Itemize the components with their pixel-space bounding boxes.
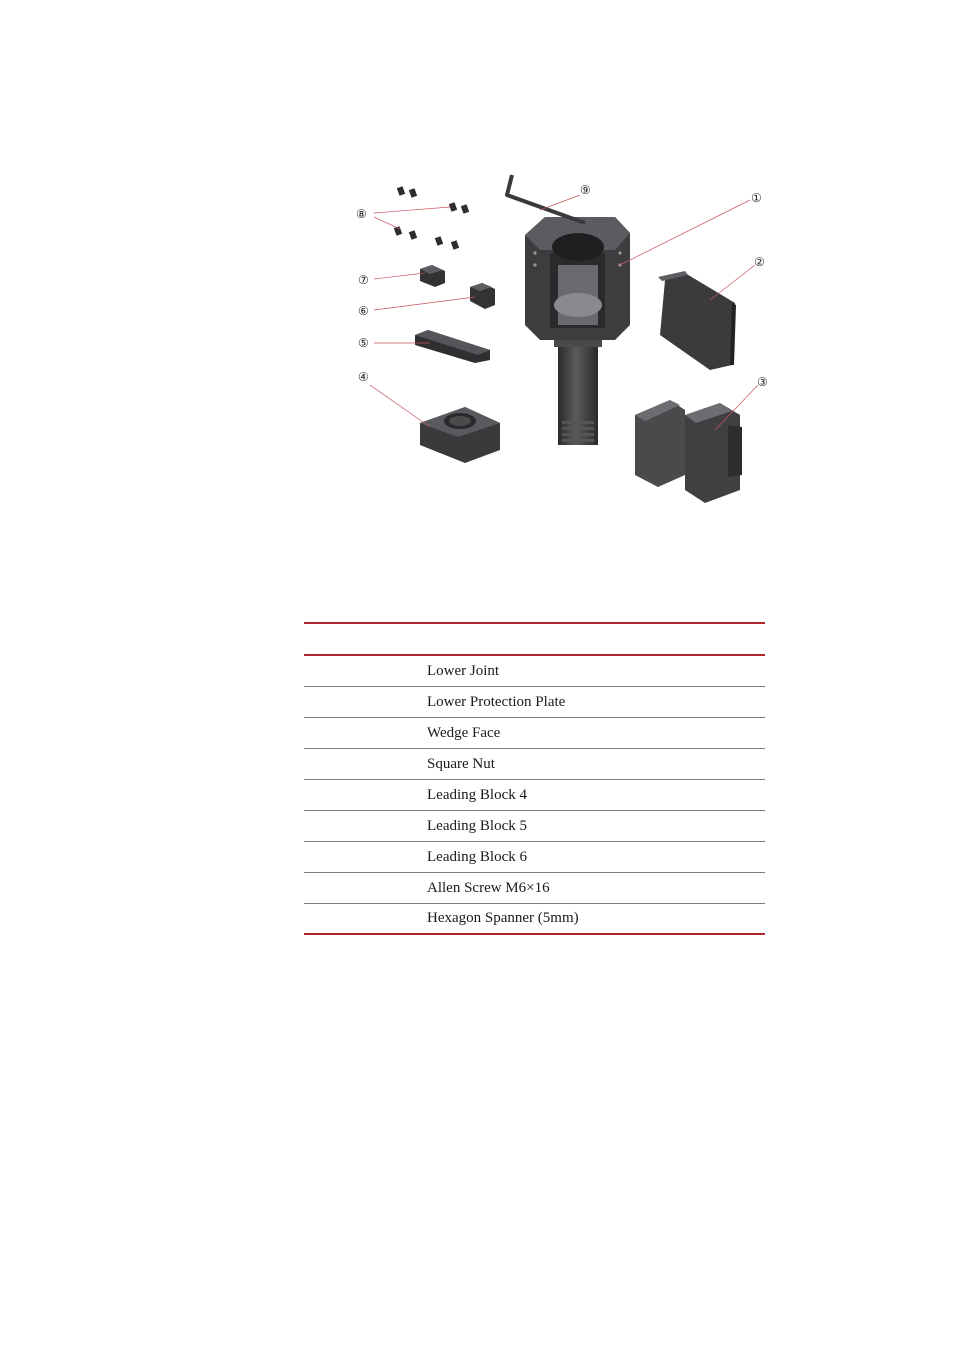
- table-row: [304, 717, 765, 748]
- part-name: Leading Block 5: [427, 817, 527, 834]
- leading-block-5-part: [470, 283, 495, 309]
- leading-block-4-part: [415, 330, 490, 363]
- svg-text:④: ④: [358, 370, 369, 384]
- part-name: Square Nut: [427, 755, 495, 772]
- wedge-face-part: [635, 400, 742, 503]
- svg-text:①: ①: [751, 191, 762, 205]
- lower-joint-part: [525, 217, 630, 445]
- table-body: [304, 655, 765, 934]
- hexagon-spanner-part: [507, 175, 585, 223]
- svg-text:⑦: ⑦: [358, 273, 369, 287]
- part-name: Lower Protection Plate: [427, 693, 566, 710]
- svg-text:⑤: ⑤: [358, 336, 369, 350]
- svg-text:⑧: ⑧: [356, 207, 367, 221]
- allen-screws-part: [394, 186, 469, 250]
- part-name: Allen Screw M6×16: [427, 879, 550, 896]
- lower-protection-plate-part: [658, 271, 736, 370]
- callout-7: [358, 273, 369, 287]
- svg-text:⑥: ⑥: [358, 304, 369, 318]
- table-row: [304, 903, 765, 934]
- callout-3: [757, 375, 768, 389]
- exploded-assembly-figure: [340, 165, 790, 515]
- callout-9: [580, 183, 591, 197]
- callout-8: [356, 207, 367, 221]
- table-row: [304, 748, 765, 779]
- table-row: [304, 810, 765, 841]
- callout-4: [358, 370, 369, 384]
- part-name: Leading Block 4: [427, 786, 527, 803]
- callout-2: [754, 255, 765, 269]
- table-row: [304, 655, 765, 686]
- svg-text:②: ②: [754, 255, 765, 269]
- svg-text:③: ③: [757, 375, 768, 389]
- header-cell-name: [427, 623, 765, 655]
- part-name: Hexagon Spanner (5mm): [427, 910, 579, 927]
- svg-text:⑨: ⑨: [580, 183, 591, 197]
- square-nut-part: [420, 407, 500, 463]
- header-cell-no: [304, 623, 427, 655]
- assembly-drawing: [340, 165, 790, 515]
- leading-block-6-part: [420, 265, 445, 287]
- callout-1: [751, 191, 762, 205]
- callout-6: [358, 304, 369, 318]
- table-row: [304, 841, 765, 872]
- callout-5: [358, 336, 369, 350]
- table-header: [304, 623, 765, 655]
- part-name: Leading Block 6: [427, 848, 527, 865]
- part-name: Wedge Face: [427, 724, 501, 741]
- table-row: [304, 686, 765, 717]
- table-row: [304, 779, 765, 810]
- table-row: [304, 872, 765, 903]
- table-header-row: [304, 623, 765, 655]
- parts-list-table: [304, 622, 765, 935]
- part-name: Lower Joint: [427, 662, 500, 679]
